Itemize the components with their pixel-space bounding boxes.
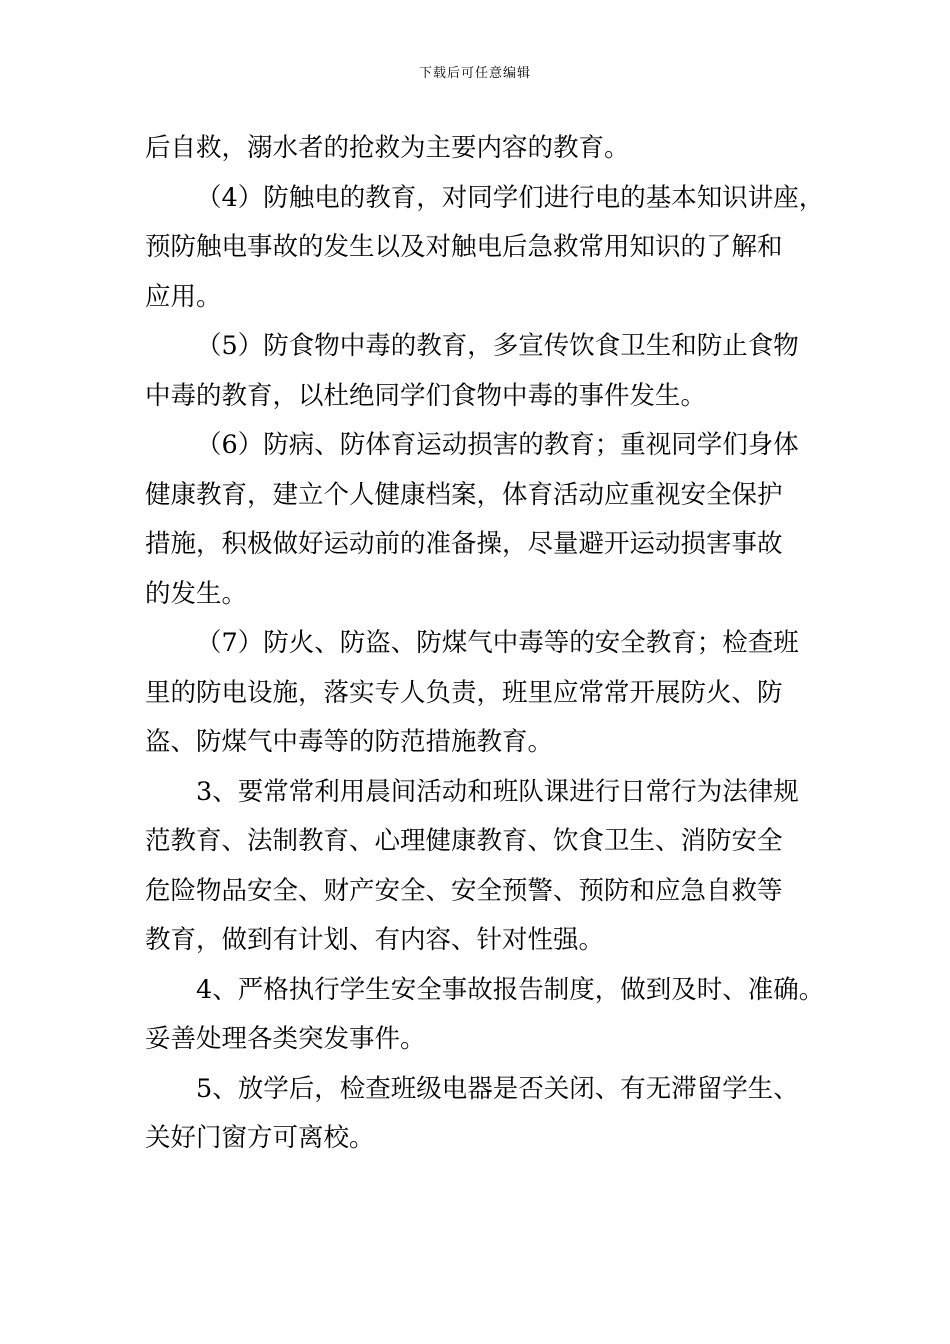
text-line: 范教育、法制教育、心理健康教育、饮食卫生、消防安全 <box>145 826 783 856</box>
text-line: 5、放学后，检查班级电器是否关闭、有无滞留学生、 <box>196 1073 799 1104</box>
paragraph-accident-report <box>145 966 825 1065</box>
paragraph-fire-safety <box>145 619 817 768</box>
text-line: 中毒的教育，以杜绝同学们食物中毒的事件发生。 <box>145 380 707 411</box>
text-line: 后自救，溺水者的抢救为主要内容的教育。 <box>145 133 630 163</box>
text-line: 危险物品安全、财产安全、安全预警、预防和应急自救等 <box>145 875 783 906</box>
text-line: （7）防火、防盗、防煤气中毒等的安全教育；检查班 <box>196 628 799 658</box>
paragraph-electric-shock <box>145 174 825 323</box>
text-line: 盗、防煤气中毒等的防范措施教育。 <box>145 727 554 757</box>
text-line: 的发生。 <box>145 578 248 609</box>
text-line: 关好门窗方可离校。 <box>145 1123 375 1153</box>
text-line: 健康教育，建立个人健康档案，体育活动应重视安全保护 <box>145 479 783 510</box>
text-line: （5）防食物中毒的教育，多宣传饮食卫生和防止食物 <box>196 331 799 361</box>
paragraph-after-school <box>145 1065 817 1164</box>
text-line: 4、严格执行学生安全事故报告制度，做到及时、准确。 <box>196 974 825 1005</box>
paragraph-daily-education <box>145 768 817 966</box>
paragraph-rescue <box>145 124 817 174</box>
text-line: 措施，积极做好运动前的准备操，尽量避开运动损害事故 <box>145 529 783 559</box>
text-line: 3、要常常利用晨间活动和班队课进行日常行为法律规 <box>196 776 799 807</box>
document-body <box>145 124 825 1164</box>
text-line: （6）防病、防体育运动损害的教育；重视同学们身体 <box>196 430 799 460</box>
text-line: （4）防触电的教育，对同学们进行电的基本知识讲座， <box>196 182 825 213</box>
text-line: 应用。 <box>145 281 222 312</box>
paragraph-sports-injury <box>145 421 817 619</box>
text-line: 里的防电设施，落实专人负责，班里应常常开展防火、防 <box>145 677 783 708</box>
text-line: 妥善处理各类突发事件。 <box>145 1024 426 1054</box>
page-header: 下载后可任意编辑 <box>418 66 531 81</box>
paragraph-food-poisoning <box>145 322 817 421</box>
text-line: 预防触电事故的发生以及对触电后急救常用知识的了解和 <box>145 232 783 262</box>
text-line: 教育，做到有计划、有内容、针对性强。 <box>145 925 605 955</box>
